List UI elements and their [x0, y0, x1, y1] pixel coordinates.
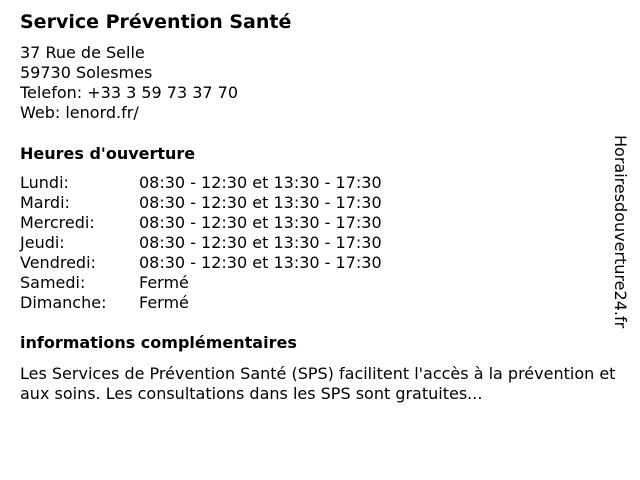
- hours-time: 08:30 - 12:30 et 13:30 - 17:30: [139, 253, 382, 272]
- additional-info-heading: informations complémentaires: [20, 333, 297, 352]
- opening-hours-list: [20, 173, 382, 313]
- hours-day: Jeudi:: [20, 233, 65, 252]
- hours-time: 08:30 - 12:30 et 13:30 - 17:30: [139, 193, 382, 212]
- business-website: Web: lenord.fr/: [20, 103, 139, 122]
- hours-row: [20, 273, 382, 293]
- business-name: Service Prévention Santé: [20, 11, 292, 33]
- hours-row: [20, 233, 382, 253]
- business-city: 59730 Solesmes: [20, 63, 153, 82]
- hours-day: Mardi:: [20, 193, 70, 212]
- hours-time: 08:30 - 12:30 et 13:30 - 17:30: [139, 213, 382, 232]
- hours-day: Samedi:: [20, 273, 86, 292]
- hours-row: [20, 253, 382, 273]
- hours-day: Vendredi:: [20, 253, 96, 272]
- additional-info-text: Les Services de Prévention Santé (SPS) facilitent l'accès à la prévention et aux soins. Les consultations dans les SPS sont gratuites...: [20, 364, 616, 403]
- hours-time: 08:30 - 12:30 et 13:30 - 17:30: [139, 233, 382, 252]
- hours-day: Mercredi:: [20, 213, 95, 232]
- hours-time: Fermé: [139, 293, 189, 312]
- hours-row: [20, 213, 382, 233]
- business-street: 37 Rue de Selle: [20, 43, 145, 62]
- business-phone: Telefon: +33 3 59 73 37 70: [20, 83, 239, 102]
- hours-row: [20, 173, 382, 193]
- opening-hours-heading: Heures d'ouverture: [20, 144, 196, 163]
- hours-row: [20, 293, 382, 313]
- hours-row: [20, 193, 382, 213]
- hours-day: Dimanche:: [20, 293, 107, 312]
- site-watermark: Horairesdouverture24.fr: [611, 135, 630, 329]
- hours-time: 08:30 - 12:30 et 13:30 - 17:30: [139, 173, 382, 192]
- business-address-block: [20, 43, 238, 123]
- hours-day: Lundi:: [20, 173, 69, 192]
- hours-time: Fermé: [139, 273, 189, 292]
